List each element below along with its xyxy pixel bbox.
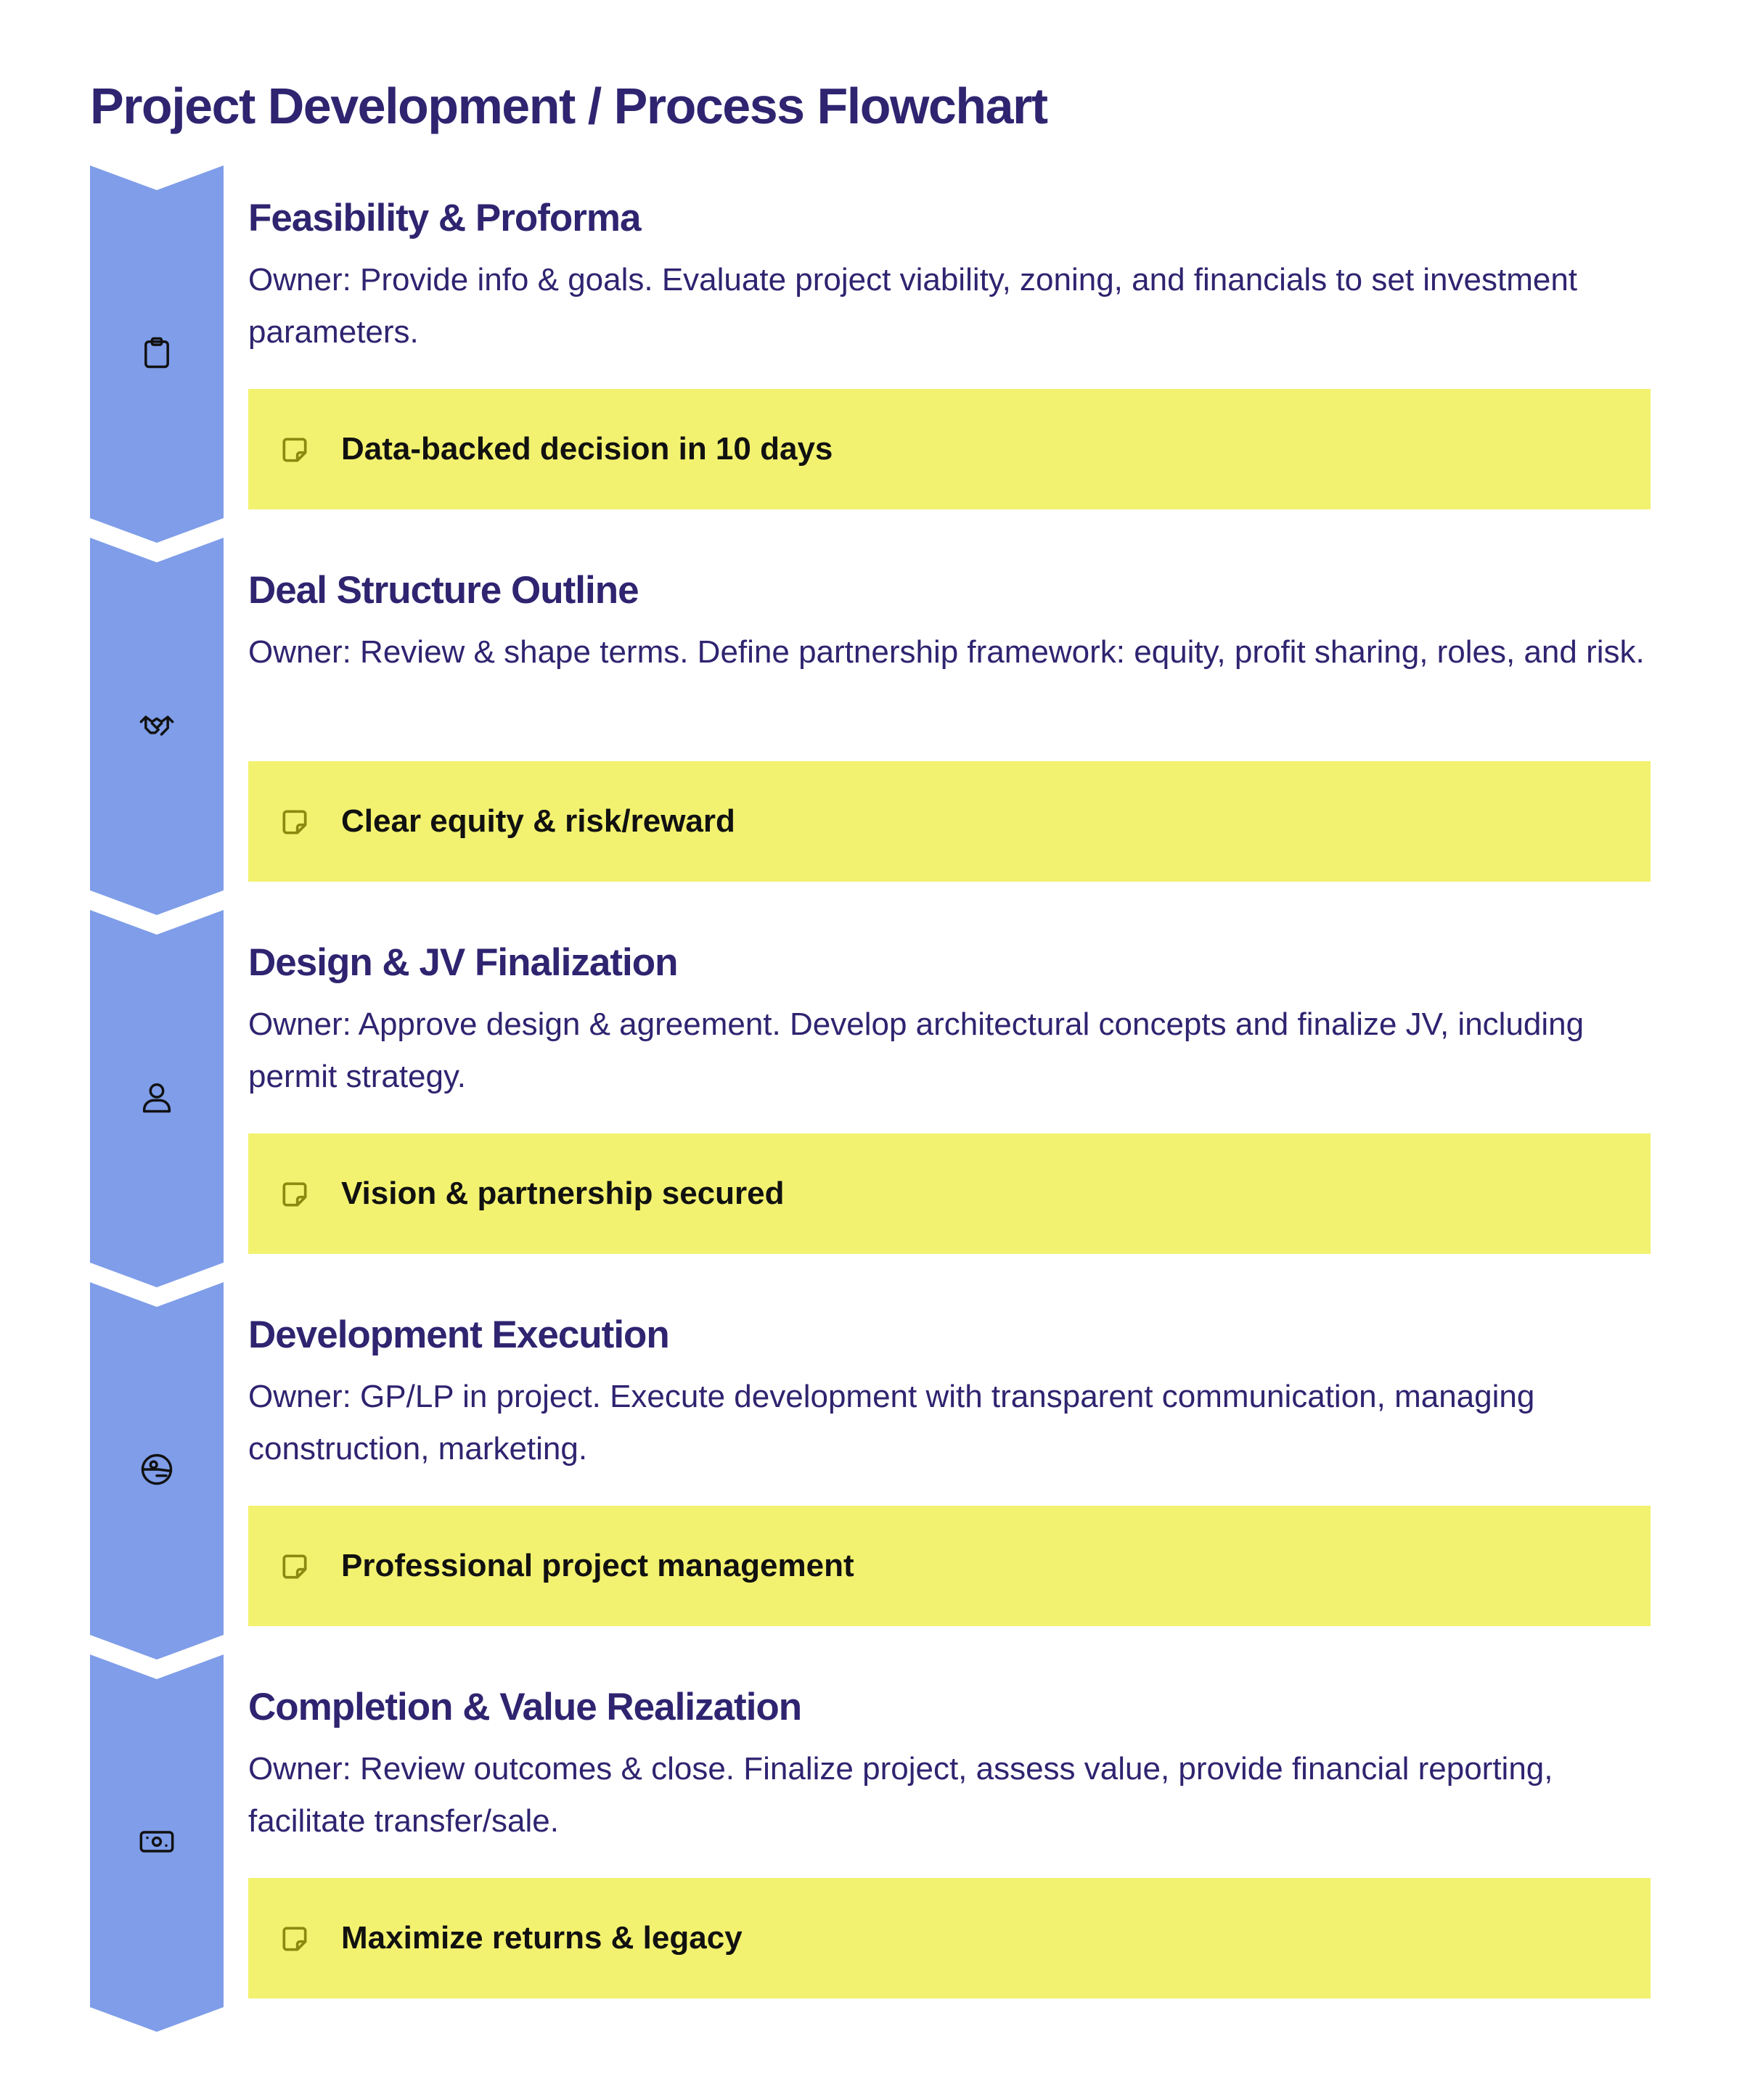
outcome-callout [248,1133,1651,1254]
flow-step-deal-structure [0,538,1742,915]
outcome-text: Professional project management [341,1548,854,1583]
step-title: Deal Structure Outline [248,569,639,612]
note-icon [279,1178,311,1210]
step-chevron [90,1654,224,2032]
step-chevron [90,1282,224,1660]
step-description: Owner: Provide info & goals. Evaluate project viability, zoning, and financials to set investment parameters. [248,262,1578,350]
step-chevron [90,165,224,543]
flow-step-completion [0,1654,1742,2032]
step-description: Owner: Review outcomes & close. Finalize project, assess value, provide financial reporting, facilitate transfer/sale. [248,1751,1553,1839]
banknote-icon [138,1823,176,1861]
user-icon [138,1078,176,1116]
outcome-text: Clear equity & risk/reward [341,803,735,839]
handshake-icon [138,706,176,744]
outcome-callout [248,389,1651,509]
step-title: Completion & Value Realization [248,1686,802,1728]
flow-step-design-jv [0,910,1742,1287]
note-icon [279,1923,311,1955]
flow-step-development-execution [0,1282,1742,1660]
outcome-callout [248,1878,1651,1998]
step-description: Owner: GP/LP in project. Execute development with transparent communication, managing construction, marketing. [248,1379,1535,1467]
note-icon [279,1551,311,1583]
clipboard-icon [138,334,176,372]
outcome-text: Vision & partnership secured [341,1176,785,1211]
step-description: Owner: Approve design & agreement. Develop architectural concepts and finalize JV, including permit strategy. [248,1006,1584,1094]
note-icon [279,434,311,466]
flow-step-feasibility [0,165,1742,543]
step-chevron [90,910,224,1287]
step-title: Feasibility & Proforma [248,197,641,239]
death-star-icon [138,1451,176,1488]
outcome-callout [248,761,1651,882]
step-title: Development Execution [248,1313,669,1356]
outcome-text: Maximize returns & legacy [341,1920,743,1956]
step-description: Owner: Review & shape terms. Define partnership framework: equity, profit sharing, roles, and risk. [248,634,1645,670]
outcome-text: Data-backed decision in 10 days [341,431,833,467]
step-chevron [90,538,224,915]
step-title: Design & JV Finalization [248,941,678,984]
note-icon [279,806,311,838]
page-title: Project Development / Process Flowchart [90,78,1047,134]
outcome-callout [248,1506,1651,1626]
